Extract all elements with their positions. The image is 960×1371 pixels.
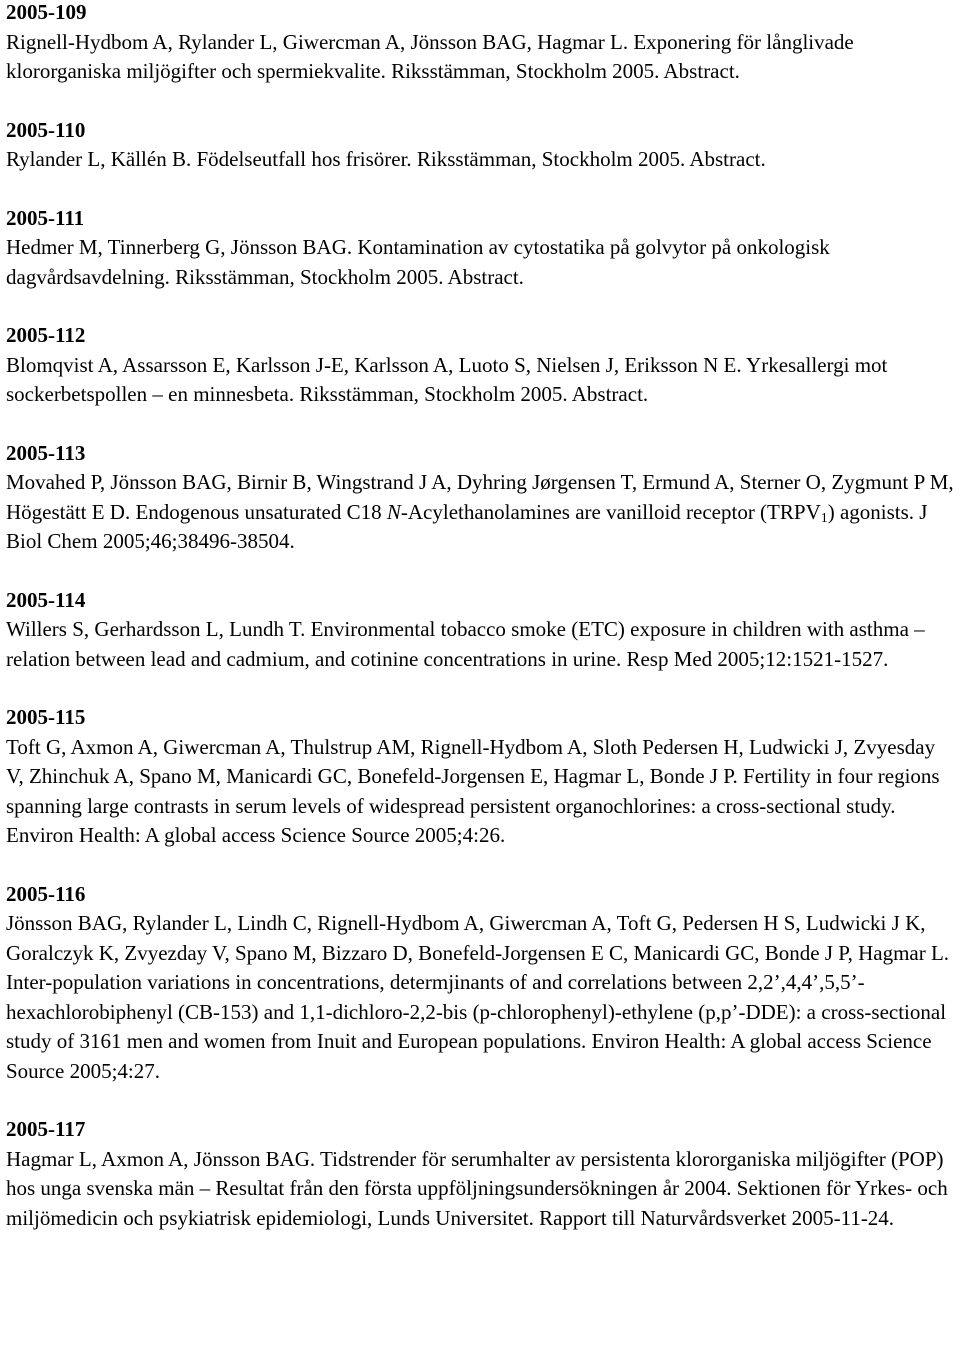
reference-entry bbox=[6, 439, 954, 557]
publication-list bbox=[6, 0, 954, 1262]
citation-text: -Acylethanolamines are vanilloid receptor (TRPV bbox=[400, 499, 821, 524]
citation-text: Rylander L, Källén B. Födelseutfall hos frisörer. Riksstämman, Stockholm 2005. Abstract. bbox=[6, 147, 766, 171]
citation-text: Hedmer M, Tinnerberg G, Jönsson BAG. Kontamination av cytostatika på golvytor på onkologisk dagvårdsavdelning. Riksstämman, Stockholm 2005. Abstract. bbox=[6, 235, 830, 289]
reference-citation bbox=[6, 145, 954, 175]
citation-text: Blomqvist A, Assarsson E, Karlsson J-E, Karlsson A, Luoto S, Nielsen J, Eriksson N E. Yrkesallergi mot sockerbetspollen – en minnesbeta. Riksstämman, Stockholm 2005. Abstract. bbox=[6, 352, 888, 406]
reference-number: 2005-112 bbox=[6, 323, 86, 347]
reference-number: 2005-116 bbox=[6, 881, 86, 906]
citation-text: ) agonists. J Biol Chem 2005;46;38496-38504. bbox=[6, 499, 928, 553]
reference-citation bbox=[6, 233, 954, 292]
reference-number: 2005-114 bbox=[6, 587, 86, 612]
reference-number: 2005-109 bbox=[6, 0, 87, 24]
italic-text: N bbox=[386, 499, 401, 524]
reference-citation bbox=[6, 615, 954, 674]
reference-entry bbox=[6, 586, 954, 675]
citation-text: Willers S, Gerhardsson L, Lundh T. Environmental tobacco smoke (ETC) exposure in children with asthma – relation between lead and cadmium, and cotinine concentrations in urine. Resp Med 2005;12:1521-1527. bbox=[6, 617, 925, 671]
reference-entry bbox=[6, 204, 954, 293]
citation-text: Jönsson BAG, Rylander L, Lindh C, Rignell-Hydbom A, Giwercman A, Toft G, Pedersen H S, Ludwicki J K, Goralczyk K, Zvyezday V, Spano M, Bizzaro D, Bonefeld-Jorgensen E C, Manicardi GC, Bonde J P, Hagmar L. Inter-population variations in concentrations, determjinants of and correlations between 2,2’,4,4’,5,5’-hexachlorobiphenyl (CB-153) and 1,1-dichloro-2,2-bis (p-chlorophenyl)-ethylene (p,p’-DDE): a cross-sectional study of 3161 men and women from Inuit and European populations. Environ Health: A global access Science Source 2005;4:27. bbox=[6, 911, 950, 1083]
reference-citation bbox=[6, 351, 954, 410]
reference-entry bbox=[6, 321, 954, 410]
reference-entry bbox=[6, 0, 954, 87]
reference-number: 2005-110 bbox=[6, 117, 86, 142]
citation-text: Hagmar L, Axmon A, Jönsson BAG. Tidstrender för serumhalter av persistenta klororganiska miljögifter (POP) hos unga svenska män – Resultat från den första uppföljningsundersökningen år 2004. Sektionen för Yrkes- och miljömedicin och psykiatrisk epidemiologi, Lunds Universitet. Rapport till Naturvårdsverket 2005-11-24. bbox=[6, 1146, 948, 1230]
reference-entry bbox=[6, 880, 954, 1087]
reference-number: 2005-113 bbox=[6, 440, 86, 465]
citation-text: Toft G, Axmon A, Giwercman A, Thulstrup AM, Rignell-Hydbom A, Sloth Pedersen H, Ludwicki J, Zvyesday V, Zhinchuk A, Spano M, Manicardi GC, Bonefeld-Jorgensen E, Hagmar L, Bonde J P. Fertility in four regions spanning large contrasts in serum levels of widespread persistent organochlorines: a cross-sectional study. Environ Health: A global access Science Source 2005;4:26. bbox=[6, 734, 940, 847]
reference-citation bbox=[6, 733, 954, 851]
reference-number: 2005-115 bbox=[6, 705, 86, 729]
citation-text: Rignell-Hydbom A, Rylander L, Giwercman A, Jönsson BAG, Hagmar L. Exponering för långlivade klororganiska miljögifter och spermiekvalite. Riksstämman, Stockholm 2005. Abstract. bbox=[6, 29, 854, 83]
citation-text: Movahed P, Jönsson BAG, Birnir B, Wingstrand J A, Dyhring Jørgensen T, Ermund A, Sterner O, Zygmunt P M, Högestätt E D. Endogenous unsaturated C18 bbox=[6, 470, 954, 524]
reference-entry bbox=[6, 116, 954, 175]
reference-entry bbox=[6, 1115, 954, 1233]
reference-entry bbox=[6, 703, 954, 851]
reference-citation bbox=[6, 1145, 954, 1234]
reference-citation bbox=[6, 28, 954, 87]
reference-number: 2005-117 bbox=[6, 1117, 86, 1141]
reference-number: 2005-111 bbox=[6, 205, 85, 230]
subscript-text: 1 bbox=[820, 510, 828, 526]
reference-citation bbox=[6, 909, 954, 1086]
reference-citation bbox=[6, 468, 954, 557]
